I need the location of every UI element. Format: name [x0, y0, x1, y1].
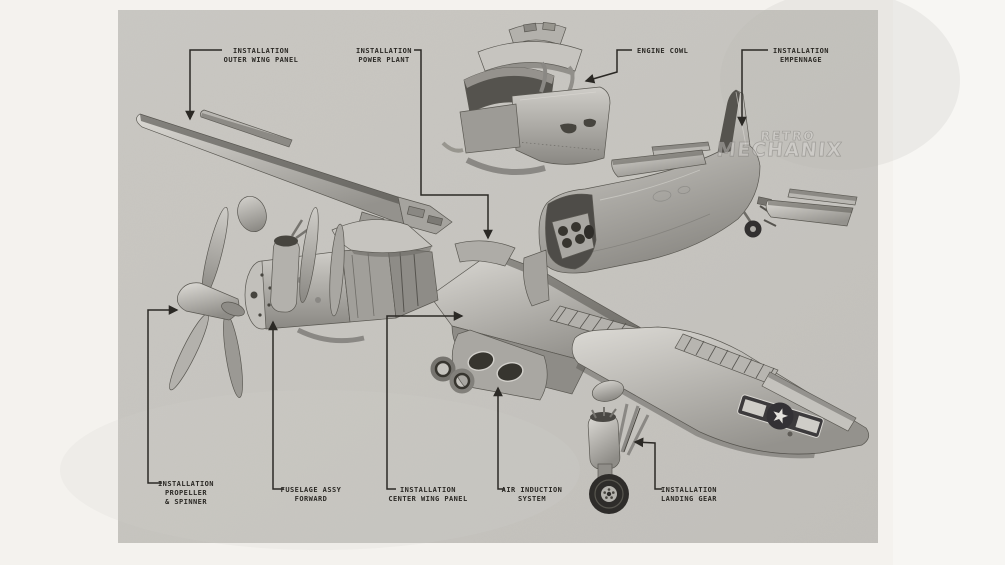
callout-label-line: INSTALLATION [158, 480, 214, 488]
callout-label-line: PROPELLER [165, 489, 207, 497]
callout-label-line: LANDING GEAR [661, 495, 717, 503]
callout-label-line: INSTALLATION [356, 47, 412, 55]
callout-label-line: AIR INDUCTION [501, 486, 563, 494]
cockpit-opening [546, 194, 597, 269]
callout-label-line: INSTALLATION [661, 486, 717, 494]
callout-label-line: & SPINNER [165, 498, 207, 506]
watermark-line2: MECHANIX [715, 139, 844, 161]
callout-label-line: INSTALLATION [400, 486, 456, 494]
callout-label-line: CENTER WING PANEL [388, 495, 468, 503]
watermark-line1: RETRO [759, 129, 817, 143]
callout-label-line: EMPENNAGE [780, 56, 822, 64]
callout-label-line: ENGINE COWL [637, 47, 689, 55]
callout-label-line: FORWARD [294, 495, 328, 503]
callout-label-line: OUTER WING PANEL [223, 56, 299, 64]
callout-label-line: INSTALLATION [233, 47, 289, 55]
callout-label-line: POWER PLANT [358, 56, 410, 64]
callout-label-line: SYSTEM [518, 495, 546, 503]
callout-label-line: INSTALLATION [773, 47, 829, 55]
photo-light-blotch [60, 390, 580, 550]
callout-label-line: FUSELAGE ASSY [280, 486, 342, 494]
main-wheel [589, 474, 629, 514]
